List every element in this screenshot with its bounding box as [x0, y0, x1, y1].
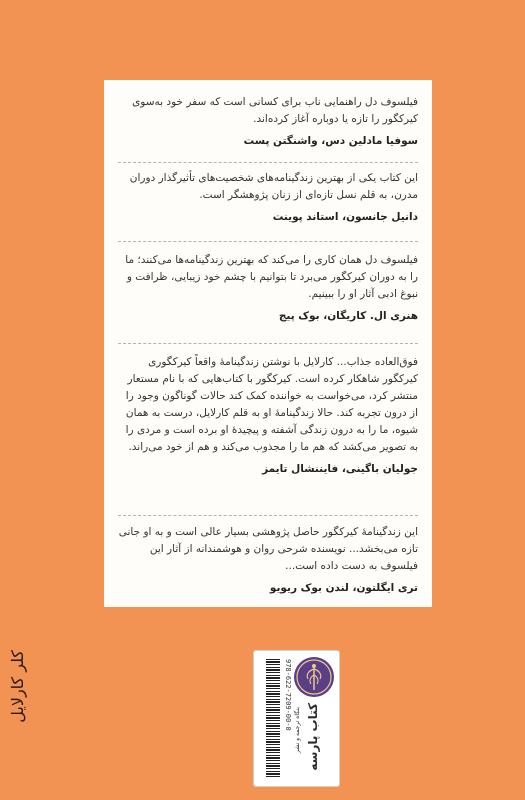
quote-author: هنری ال. کاریگان، بوک پیج — [278, 310, 418, 322]
quote-author: تری ایگلتون، لندن بوک ریویو — [269, 582, 418, 594]
publisher-subtitle: بنگاه ترجمه و نشر — [294, 707, 301, 754]
publisher-name: کتاب پارسه — [306, 703, 320, 771]
quote-3 — [118, 252, 418, 325]
quote-author: سوفیا مادلین دس، واشنگتن پست — [243, 135, 418, 147]
divider — [118, 343, 418, 344]
quote-2 — [118, 170, 418, 226]
quote-text: این زندگینامۀ کیرکگور حاصل پژوهشی بسیار عالی است و به او جانی تازه می‌بخشد... نویسنده شرحی روان و هوشمندانه از آثار این فیلسوف به دست داده است... — [118, 526, 418, 572]
quote-5 — [118, 524, 418, 597]
isbn-number: 978-622-7209-00-0 — [284, 659, 292, 731]
quote-author: جولیان باگینی، فایننشال تایمز — [262, 463, 418, 475]
quote-text: این کتاب یکی از بهترین زندگینامه‌های شخصیت‌های تأثیرگذار دوران مدرن، به قلم نسل تازه‌ای از زنان پژوهشگر است. — [129, 172, 418, 201]
author-signature: کلر کارلایل — [8, 650, 27, 723]
quote-text: فوق‌العاده جذاب... کارلایل با نوشتن زندگینامۀ واقعاً کیرکگوری کیرکگور شاهکار کرده است. کیرکگور با کتاب‌هایی که با نام مستعار منتشر کرد، می‌خواست به خواننده کمک کند حالات گوناگون وجود را از درون تجربه کند. حالا زندگینامۀ او به قلم کارلایل، درست به همان شیوه، ما را به درون زندگی آشفته و پیچیدۀ او برده است و مردی را به تصویر می‌کشد که هم ما را مجذوب می‌کند و هم از خود می‌راند. — [125, 356, 418, 453]
quote-4 — [118, 354, 418, 478]
divider — [118, 162, 418, 163]
blurb-panel — [104, 80, 432, 607]
divider — [118, 241, 418, 242]
quote-text: فیلسوف دل راهنمایی ناب برای کسانی است که سفر خود به‌سوی کیرکگور را تازه یا دوباره آغاز کرده‌اند. — [132, 96, 418, 125]
quote-author: دانیل جانسون، استاند پوینت — [272, 211, 418, 223]
quote-text: فیلسوف دل همان کاری را می‌کند که بهترین زندگینامه‌ها می‌کنند؛ ما را به دوران کیرکگور می‌برد تا بتوانیم با چشم خود زیبایی، ظرافت و نبوغ ادبی آثار او را ببینیم. — [125, 254, 418, 300]
publisher-box — [253, 650, 340, 787]
barcode — [266, 659, 280, 777]
divider — [118, 515, 418, 516]
quote-1 — [118, 94, 418, 150]
publisher-logo-icon — [294, 657, 334, 697]
